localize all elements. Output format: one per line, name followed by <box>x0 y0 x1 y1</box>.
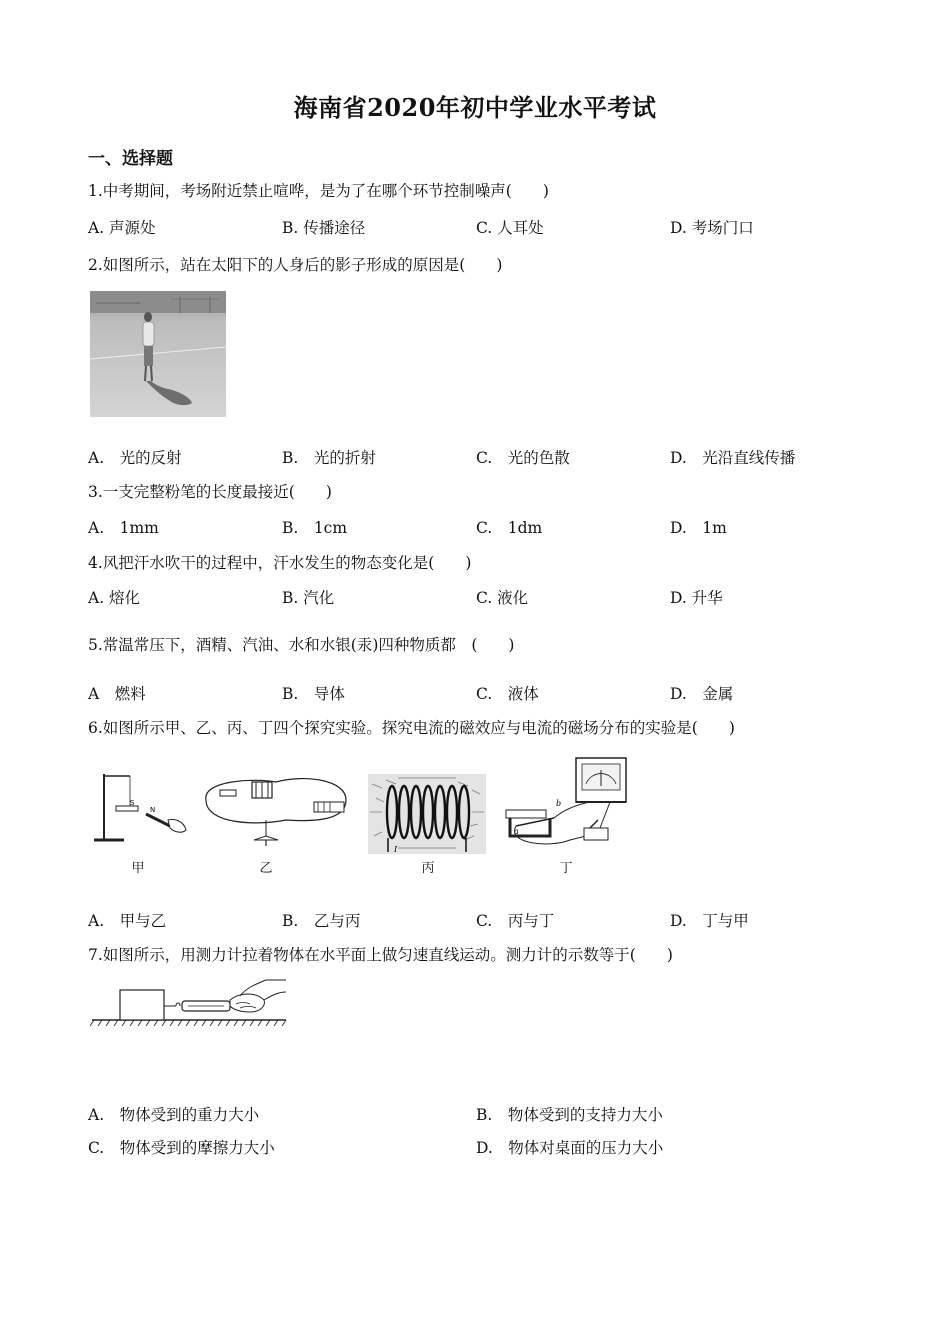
question-3-option-b[interactable]: B. 1cm <box>282 519 348 537</box>
point-a-label: a <box>514 827 519 836</box>
question-2-option-c[interactable]: C. 光的色散 <box>476 449 570 467</box>
magnet-n-label: N <box>150 806 156 814</box>
question-6-option-a[interactable]: A. 甲与乙 <box>88 912 167 930</box>
question-7-option-a[interactable]: A. 物体受到的重力大小 <box>88 1106 260 1124</box>
figure-ding-galvanometer <box>500 756 630 856</box>
question-4-stem: 4.风把汗水吹干的过程中，汗水发生的物态变化是( ) <box>88 554 472 572</box>
question-5-option-c[interactable]: C. 液体 <box>476 685 539 703</box>
figure-yi-circuit <box>196 770 354 856</box>
question-6-option-c[interactable]: C. 丙与丁 <box>476 912 555 930</box>
question-1-option-c[interactable]: C. 人耳处 <box>476 219 544 237</box>
question-2-option-b[interactable]: B. 光的折射 <box>282 449 376 467</box>
question-3-option-c[interactable]: C. 1dm <box>476 519 543 537</box>
figure-caption-bing: 丙 <box>421 861 435 876</box>
figure-caption-jia: 甲 <box>131 861 145 876</box>
question-5-option-a[interactable]: A 燃料 <box>88 685 146 703</box>
page-title: 海南省2020年初中学业水平考试 <box>293 93 657 122</box>
question-5-stem: 5.常温常压下，酒精、汽油、水和水银(汞)四种物质都 ( ) <box>88 636 515 654</box>
question-3-option-a[interactable]: A. 1mm <box>88 519 159 537</box>
question-7-option-c[interactable]: C. 物体受到的摩擦力大小 <box>88 1139 275 1157</box>
question-6-stem: 6.如图所示甲、乙、丙、丁四个探究实验。探究电流的磁效应与电流的磁场分布的实验是( ) <box>88 719 735 737</box>
question-3-stem: 3.一支完整粉笔的长度最接近( ) <box>88 483 332 501</box>
figure-spring-scale-block <box>90 974 290 1034</box>
shadow-photo <box>90 291 226 421</box>
question-1-option-d[interactable]: D. 考场门口 <box>670 219 754 237</box>
question-7-option-d[interactable]: D. 物体对桌面的压力大小 <box>476 1139 664 1157</box>
question-3-option-d[interactable]: D. 1m <box>670 519 727 537</box>
question-6-option-b[interactable]: B. 乙与丙 <box>282 912 361 930</box>
question-2-stem: 2.如图所示，站在太阳下的人身后的影子形成的原因是( ) <box>88 256 503 274</box>
figure-jia-magnet-stand <box>90 768 190 852</box>
question-5-option-d[interactable]: D. 金属 <box>670 685 734 703</box>
question-7-stem: 7.如图所示，用测力计拉着物体在水平面上做匀速直线运动。测力计的示数等于( ) <box>88 946 673 964</box>
section-heading: 一、选择题 <box>88 149 173 169</box>
magnet-s-label: S <box>130 799 135 807</box>
question-6-option-d[interactable]: D. 丁与甲 <box>670 912 749 930</box>
question-7-option-b[interactable]: B. 物体受到的支持力大小 <box>476 1106 663 1124</box>
question-2-option-d[interactable]: D. 光沿直线传播 <box>670 449 796 467</box>
question-4-option-d[interactable]: D. 升华 <box>670 589 723 607</box>
figure-caption-ding: 丁 <box>559 861 573 876</box>
current-label: I <box>394 845 398 854</box>
question-1-option-b[interactable]: B. 传播途径 <box>282 219 366 237</box>
question-4-option-c[interactable]: C. 液化 <box>476 589 529 607</box>
question-4-option-a[interactable]: A. 熔化 <box>88 589 141 607</box>
question-5-option-b[interactable]: B. 导体 <box>282 685 345 703</box>
figure-bing-solenoid <box>368 774 486 858</box>
figure-caption-yi: 乙 <box>259 861 273 876</box>
question-4-option-b[interactable]: B. 汽化 <box>282 589 335 607</box>
point-b-label: b <box>556 799 562 808</box>
question-1-stem: 1.中考期间，考场附近禁止喧哗，是为了在哪个环节控制噪声( ) <box>88 182 549 200</box>
question-1-option-a[interactable]: A. 声源处 <box>88 219 156 237</box>
question-2-option-a[interactable]: A. 光的反射 <box>88 449 182 467</box>
